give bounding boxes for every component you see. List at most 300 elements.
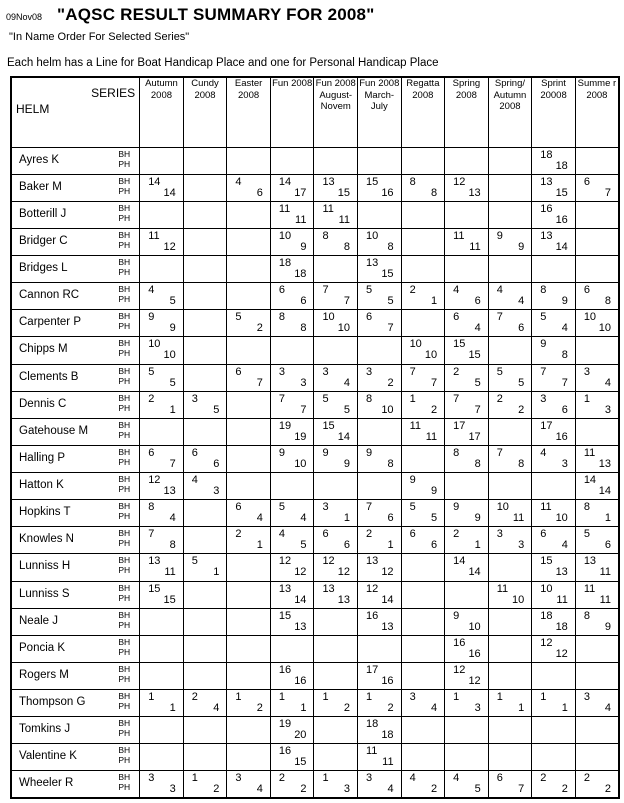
score-cell xyxy=(140,391,184,418)
boat-handicap-place: 7 xyxy=(366,501,373,514)
helm-cell xyxy=(11,174,140,201)
score-cell xyxy=(532,662,576,689)
boat-handicap-place: 18 xyxy=(540,148,553,161)
personal-handicap-place: 2 xyxy=(300,783,307,796)
bh-ph-labels xyxy=(118,610,130,630)
bh-label: BH xyxy=(118,528,131,539)
personal-handicap-place: 10 xyxy=(294,457,307,470)
boat-handicap-place: 5 xyxy=(540,311,547,324)
personal-handicap-place: 8 xyxy=(604,295,611,308)
boat-handicap-place: 11 xyxy=(583,446,596,459)
boat-handicap-place: 7 xyxy=(322,284,329,297)
boat-handicap-place: 10 xyxy=(148,338,161,351)
score-cell xyxy=(140,473,184,500)
score-cell xyxy=(314,662,358,689)
report-date: 09Nov08 xyxy=(6,12,43,22)
score-cell xyxy=(270,174,314,201)
personal-handicap-place: 14 xyxy=(381,593,394,606)
boat-handicap-place: 15 xyxy=(540,555,553,568)
boat-handicap-place: 9 xyxy=(453,609,460,622)
helm-name: Ayres K xyxy=(19,153,60,166)
personal-handicap-place: 11 xyxy=(599,566,611,579)
personal-handicap-place: 13 xyxy=(598,457,611,470)
personal-handicap-place: 6 xyxy=(387,512,394,525)
score-cell xyxy=(140,201,184,228)
score-cell xyxy=(575,147,619,174)
boat-handicap-place: 9 xyxy=(366,446,373,459)
score-cell xyxy=(314,717,358,744)
table-row xyxy=(11,283,619,310)
boat-handicap-place: 12 xyxy=(453,175,466,188)
personal-handicap-place: 4 xyxy=(561,539,568,552)
table-row xyxy=(11,744,619,771)
boat-handicap-place: 3 xyxy=(366,365,373,378)
boat-handicap-place: 3 xyxy=(148,772,155,785)
personal-handicap-place: 10 xyxy=(337,322,350,335)
boat-handicap-place: 12 xyxy=(540,636,553,649)
helm-cell xyxy=(11,608,140,635)
boat-handicap-place: 6 xyxy=(453,311,460,324)
score-cell xyxy=(488,418,532,445)
boat-handicap-place: 2 xyxy=(191,691,198,703)
helm-name: Chipps M xyxy=(19,343,68,356)
personal-handicap-place: 18 xyxy=(555,620,568,633)
personal-handicap-place: 10 xyxy=(598,322,611,335)
personal-handicap-place: 11 xyxy=(469,240,481,253)
table-row xyxy=(11,473,619,500)
ph-label: PH xyxy=(118,565,131,576)
score-cell xyxy=(227,662,271,689)
score-cell xyxy=(270,635,314,662)
personal-handicap-place: 4 xyxy=(256,512,263,525)
boat-handicap-place: 1 xyxy=(409,392,416,405)
helm-cell xyxy=(11,201,140,228)
score-cell xyxy=(358,554,402,581)
boat-handicap-place: 8 xyxy=(409,175,416,188)
personal-handicap-place: 14 xyxy=(468,566,481,579)
personal-handicap-place: 5 xyxy=(213,403,220,416)
score-cell xyxy=(270,554,314,581)
series-column-header: Spring 2008 xyxy=(445,77,489,147)
score-cell xyxy=(532,283,576,310)
score-cell xyxy=(270,500,314,527)
score-cell xyxy=(314,608,358,635)
personal-handicap-place: 7 xyxy=(604,186,611,199)
score-cell xyxy=(575,256,619,283)
score-cell xyxy=(358,717,402,744)
boat-handicap-place: 5 xyxy=(278,501,285,514)
bh-label: BH xyxy=(118,474,131,484)
score-cell xyxy=(488,256,532,283)
personal-handicap-place: 2 xyxy=(604,783,611,796)
score-cell xyxy=(183,608,227,635)
score-cell xyxy=(140,310,184,337)
score-cell xyxy=(445,473,489,500)
helm-name: Bridges L xyxy=(19,262,68,274)
personal-handicap-place: 7 xyxy=(256,376,263,389)
ph-label: PH xyxy=(118,294,131,305)
score-cell xyxy=(314,147,358,174)
personal-handicap-place: 4 xyxy=(169,512,176,525)
score-cell xyxy=(314,228,358,255)
boat-handicap-place: 7 xyxy=(409,365,416,378)
score-cell xyxy=(488,174,532,201)
report-subtitle: "In Name Order For Selected Series" xyxy=(9,31,190,43)
personal-handicap-place: 16 xyxy=(555,430,568,443)
personal-handicap-place: 8 xyxy=(387,457,394,470)
bh-ph-labels xyxy=(118,203,130,223)
boat-handicap-place: 13 xyxy=(540,229,553,242)
ph-label: PH xyxy=(118,348,131,359)
table-header-row xyxy=(11,77,619,147)
score-cell xyxy=(488,554,532,581)
score-cell xyxy=(488,608,532,635)
boat-handicap-place: 5 xyxy=(191,555,198,568)
boat-handicap-place: 1 xyxy=(496,691,503,703)
score-cell xyxy=(183,717,227,744)
score-cell xyxy=(445,608,489,635)
boat-handicap-place: 4 xyxy=(148,284,155,297)
score-cell xyxy=(227,445,271,472)
ph-label: PH xyxy=(118,728,131,739)
score-cell xyxy=(575,527,619,554)
personal-handicap-place: 9 xyxy=(474,512,481,525)
personal-handicap-place: 15 xyxy=(163,593,176,606)
boat-handicap-place: 6 xyxy=(235,365,242,378)
helm-name: Dennis C xyxy=(19,397,67,410)
boat-handicap-place: 4 xyxy=(278,528,285,541)
bh-label: BH xyxy=(118,636,131,647)
score-cell xyxy=(227,608,271,635)
boat-handicap-place: 19 xyxy=(278,419,292,432)
score-cell xyxy=(401,581,445,608)
score-cell xyxy=(575,473,619,500)
ph-label: PH xyxy=(118,267,131,277)
personal-handicap-place: 2 xyxy=(518,403,525,416)
helm-name: Tomkins J xyxy=(19,723,71,736)
score-cell xyxy=(401,554,445,581)
personal-handicap-place: 8 xyxy=(561,349,568,362)
score-cell xyxy=(488,337,532,364)
personal-handicap-place: 14 xyxy=(337,430,350,443)
boat-handicap-place: 4 xyxy=(409,772,416,785)
helm-cell xyxy=(11,635,140,662)
helm-cell xyxy=(11,500,140,527)
score-cell xyxy=(140,554,184,581)
score-cell xyxy=(575,283,619,310)
personal-handicap-place: 3 xyxy=(213,485,220,497)
personal-handicap-place: 4 xyxy=(343,376,350,389)
boat-handicap-place: 1 xyxy=(322,772,329,785)
score-cell xyxy=(140,337,184,364)
score-cell xyxy=(532,690,576,717)
boat-handicap-place: 9 xyxy=(148,311,155,324)
score-cell xyxy=(358,174,402,201)
boat-handicap-place: 9 xyxy=(278,446,285,459)
table-row xyxy=(11,771,619,798)
score-cell xyxy=(401,310,445,337)
personal-handicap-place: 13 xyxy=(468,186,481,199)
score-cell xyxy=(270,744,314,771)
score-cell xyxy=(183,391,227,418)
boat-handicap-place: 9 xyxy=(496,229,503,242)
helm-name: Valentine K xyxy=(19,750,77,763)
table-row xyxy=(11,581,619,608)
personal-handicap-place: 13 xyxy=(555,566,568,579)
series-label: SERIES xyxy=(91,86,136,100)
boat-handicap-place: 8 xyxy=(583,609,590,622)
score-cell xyxy=(445,256,489,283)
boat-handicap-place: 6 xyxy=(235,501,242,514)
score-cell xyxy=(227,391,271,418)
score-cell xyxy=(270,608,314,635)
score-cell xyxy=(488,581,532,608)
boat-handicap-place: 5 xyxy=(148,365,155,378)
score-cell xyxy=(270,418,314,445)
score-cell xyxy=(401,201,445,228)
bh-label: BH xyxy=(118,501,131,512)
boat-handicap-place: 5 xyxy=(409,501,416,514)
score-cell xyxy=(532,201,576,228)
bh-ph-labels xyxy=(118,311,130,331)
personal-handicap-place: 4 xyxy=(387,783,394,796)
personal-handicap-place: 8 xyxy=(343,240,350,253)
boat-handicap-place: 18 xyxy=(366,718,379,731)
boat-handicap-place: 3 xyxy=(583,691,590,703)
boat-handicap-place: 5 xyxy=(496,365,503,378)
score-cell xyxy=(445,771,489,798)
personal-handicap-place: 15 xyxy=(337,186,350,199)
helm-cell xyxy=(11,554,140,581)
score-cell xyxy=(575,608,619,635)
personal-handicap-place: 4 xyxy=(561,322,568,335)
personal-handicap-place: 15 xyxy=(555,186,568,199)
personal-handicap-place: 3 xyxy=(604,403,611,416)
score-cell xyxy=(270,527,314,554)
boat-handicap-place: 13 xyxy=(322,175,335,188)
bh-ph-labels xyxy=(118,149,130,169)
score-cell xyxy=(314,310,358,337)
boat-handicap-place: 3 xyxy=(235,772,242,785)
personal-handicap-place: 2 xyxy=(256,702,263,714)
series-column-header: Sprint 20008 xyxy=(532,77,576,147)
bh-label: BH xyxy=(118,229,131,240)
personal-handicap-place: 5 xyxy=(518,376,525,389)
boat-handicap-place: 7 xyxy=(148,528,155,541)
personal-handicap-place: 5 xyxy=(169,376,176,389)
boat-handicap-place: 10 xyxy=(496,501,509,514)
score-cell xyxy=(227,744,271,771)
boat-handicap-place: 6 xyxy=(278,284,285,297)
score-cell xyxy=(140,174,184,201)
boat-handicap-place: 11 xyxy=(583,582,596,595)
boat-handicap-place: 2 xyxy=(235,528,242,541)
helm-name: Rogers M xyxy=(19,668,69,681)
score-cell xyxy=(488,771,532,798)
helm-series-header xyxy=(11,77,140,147)
helm-name: Baker M xyxy=(19,180,62,193)
helm-cell xyxy=(11,771,140,798)
bh-label: BH xyxy=(118,419,131,430)
score-cell xyxy=(183,473,227,500)
boat-handicap-place: 12 xyxy=(322,555,335,568)
score-cell xyxy=(401,500,445,527)
score-cell xyxy=(270,473,314,500)
bh-ph-labels xyxy=(118,176,130,196)
personal-handicap-place: 6 xyxy=(431,539,438,552)
boat-handicap-place: 7 xyxy=(496,446,503,459)
boat-handicap-place: 13 xyxy=(366,257,379,269)
personal-handicap-place: 16 xyxy=(294,674,307,687)
boat-handicap-place: 8 xyxy=(366,392,373,405)
boat-handicap-place: 15 xyxy=(278,609,292,622)
score-cell xyxy=(183,527,227,554)
bh-label: BH xyxy=(118,718,131,729)
personal-handicap-place: 11 xyxy=(295,213,307,226)
helm-name: Neale J xyxy=(19,614,58,627)
boat-handicap-place: 2 xyxy=(453,528,460,541)
score-cell xyxy=(401,690,445,717)
personal-handicap-place: 2 xyxy=(431,783,438,796)
boat-handicap-place: 1 xyxy=(366,691,373,703)
helm-cell xyxy=(11,147,140,174)
score-cell xyxy=(314,581,358,608)
score-cell xyxy=(488,310,532,337)
personal-handicap-place: 15 xyxy=(468,349,481,362)
score-cell xyxy=(488,283,532,310)
personal-handicap-place: 2 xyxy=(343,702,350,714)
personal-handicap-place: 1 xyxy=(518,702,525,714)
series-column-header: Regatta 2008 xyxy=(401,77,445,147)
boat-handicap-place: 12 xyxy=(453,663,466,676)
score-cell xyxy=(445,527,489,554)
boat-handicap-place: 15 xyxy=(453,338,466,351)
report-title: "AQSC RESULT SUMMARY FOR 2008" xyxy=(57,5,375,24)
boat-handicap-place: 7 xyxy=(453,392,460,405)
ph-label: PH xyxy=(118,592,131,603)
table-row xyxy=(11,418,619,445)
score-cell xyxy=(358,256,402,283)
score-cell xyxy=(575,418,619,445)
boat-handicap-place: 2 xyxy=(409,284,416,297)
boat-handicap-place: 11 xyxy=(322,202,334,215)
score-cell xyxy=(314,554,358,581)
score-cell xyxy=(140,418,184,445)
score-cell xyxy=(270,581,314,608)
personal-handicap-place: 9 xyxy=(343,457,350,470)
boat-handicap-place: 1 xyxy=(235,691,242,703)
helm-cell xyxy=(11,391,140,418)
ph-label: PH xyxy=(118,185,131,196)
personal-handicap-place: 20 xyxy=(294,729,307,742)
boat-handicap-place: 13 xyxy=(322,582,335,595)
ph-label: PH xyxy=(118,429,131,440)
boat-handicap-place: 1 xyxy=(540,691,547,703)
score-cell xyxy=(575,744,619,771)
boat-handicap-place: 10 xyxy=(278,229,292,242)
score-cell xyxy=(140,500,184,527)
boat-handicap-place: 6 xyxy=(322,528,329,541)
helm-name: Bridger C xyxy=(19,234,68,247)
score-cell xyxy=(445,744,489,771)
personal-handicap-place: 7 xyxy=(169,457,176,470)
ph-label: PH xyxy=(118,456,131,467)
score-cell xyxy=(140,662,184,689)
score-cell xyxy=(445,337,489,364)
bh-label: BH xyxy=(118,582,131,593)
personal-handicap-place: 5 xyxy=(474,783,481,796)
ph-label: PH xyxy=(118,239,131,250)
personal-handicap-place: 16 xyxy=(381,674,394,687)
boat-handicap-place: 1 xyxy=(322,691,329,703)
personal-handicap-place: 1 xyxy=(387,539,394,552)
table-row xyxy=(11,662,619,689)
score-cell xyxy=(445,174,489,201)
score-cell xyxy=(575,364,619,391)
score-cell xyxy=(532,174,576,201)
boat-handicap-place: 4 xyxy=(540,446,547,459)
helm-cell xyxy=(11,744,140,771)
score-cell xyxy=(445,228,489,255)
score-cell xyxy=(575,690,619,717)
score-cell xyxy=(532,771,576,798)
score-cell xyxy=(575,310,619,337)
boat-handicap-place: 2 xyxy=(278,772,285,785)
score-cell xyxy=(270,256,314,283)
boat-handicap-place: 6 xyxy=(496,772,503,785)
score-cell xyxy=(532,500,576,527)
score-cell xyxy=(140,690,184,717)
bh-label: BH xyxy=(118,202,131,213)
score-cell xyxy=(445,445,489,472)
bh-ph-labels xyxy=(118,393,130,413)
score-cell xyxy=(314,174,358,201)
score-cell xyxy=(358,418,402,445)
personal-handicap-place: 16 xyxy=(468,647,481,660)
results-table xyxy=(10,76,620,799)
score-cell xyxy=(270,364,314,391)
boat-handicap-place: 6 xyxy=(583,284,590,297)
score-cell xyxy=(445,635,489,662)
boat-handicap-place: 11 xyxy=(278,202,291,215)
boat-handicap-place: 5 xyxy=(366,284,373,297)
boat-handicap-place: 9 xyxy=(540,338,547,351)
score-cell xyxy=(227,418,271,445)
personal-handicap-place: 10 xyxy=(555,512,568,525)
boat-handicap-place: 14 xyxy=(453,555,466,568)
score-cell xyxy=(140,228,184,255)
score-cell xyxy=(270,147,314,174)
table-row xyxy=(11,391,619,418)
boat-handicap-place: 5 xyxy=(322,392,329,405)
score-cell xyxy=(270,201,314,228)
boat-handicap-place: 8 xyxy=(583,501,590,514)
personal-handicap-place: 6 xyxy=(300,295,307,308)
score-cell xyxy=(532,554,576,581)
bh-label: BH xyxy=(118,338,131,349)
bh-ph-labels xyxy=(118,691,130,711)
boat-handicap-place: 15 xyxy=(322,419,335,432)
boat-handicap-place: 12 xyxy=(278,555,292,568)
helm-cell xyxy=(11,445,140,472)
score-cell xyxy=(575,174,619,201)
personal-handicap-place: 2 xyxy=(213,783,220,796)
personal-handicap-place: 13 xyxy=(294,620,307,633)
personal-handicap-place: 1 xyxy=(474,539,481,552)
score-cell xyxy=(488,147,532,174)
personal-handicap-place: 5 xyxy=(474,376,481,389)
score-cell xyxy=(227,771,271,798)
